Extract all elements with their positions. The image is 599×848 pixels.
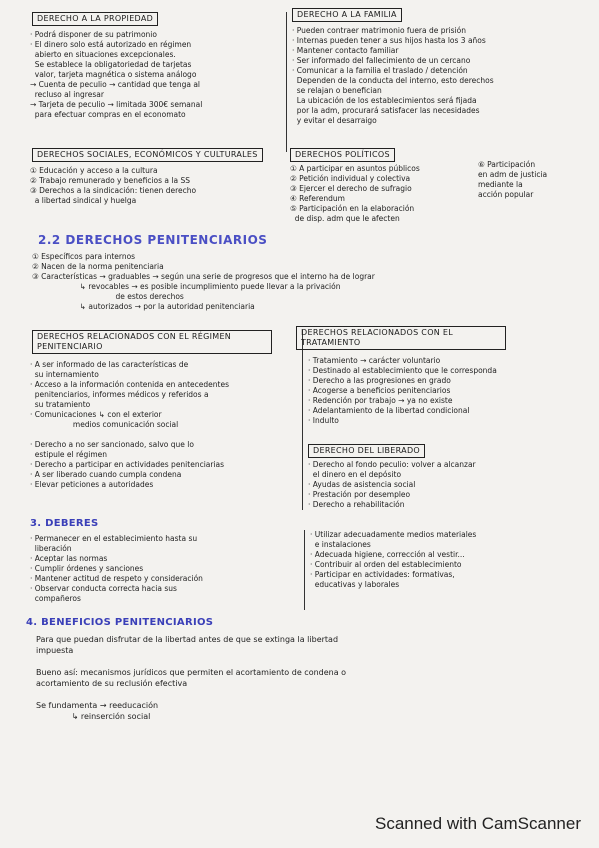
note-line: · Tratamiento → carácter voluntario (308, 356, 441, 365)
note-line: estipule el régimen (30, 450, 108, 459)
note-line: ① A participar en asuntos públicos (290, 164, 420, 173)
liberado-title: DERECHO DEL LIBERADO (308, 444, 425, 458)
note-line: · Ser informado del fallecimiento de un cercano (292, 56, 471, 65)
note-line: · Mantener actitud de respeto y consideración (30, 574, 203, 583)
note-line (36, 656, 346, 667)
note-line: · Indulto (308, 416, 339, 425)
deberes-left-list (30, 534, 203, 604)
note-line: acción popular (478, 190, 534, 199)
camscanner-footer: Scanned with CamScanner (374, 814, 581, 833)
note-line: ③ Derechos a la sindicación: tienen derecho (30, 186, 197, 195)
note-line: ③ Ejercer el derecho de sufragio (290, 184, 412, 193)
deberes-right-list (310, 530, 476, 590)
note-line: · Redención por trabajo → ya no existe (308, 396, 453, 405)
beneficios-heading: 4. BENEFICIOS PENITENCIARIOS (26, 617, 214, 628)
sociales-list (30, 166, 196, 206)
note-line: ↳ revocables → es posible incumplimiento puede llevar a la privación (32, 282, 341, 291)
note-line: · Adelantamiento de la libertad condicional (308, 406, 470, 415)
note-line: su tratamiento (30, 400, 91, 409)
note-line: · Participar en actividades: formativas, (310, 570, 455, 579)
note-line: educativas y laborales (310, 580, 400, 589)
note-line: ↳ reinserción social (36, 712, 151, 721)
regimen-list (30, 360, 229, 490)
note-line: → Cuenta de peculio → cantidad que tenga al (30, 80, 201, 89)
note-line: · Comunicaciones ↳ con el exterior (30, 410, 162, 419)
note-line: a libertad sindical y huelga (30, 196, 137, 205)
beneficios-list (36, 634, 346, 722)
note-line: ② Petición individual y colectiva (290, 174, 411, 183)
note-line: · Internas pueden tener a sus hijos hasta los 3 años (292, 36, 486, 45)
note-line: liberación (30, 544, 72, 553)
note-line: el dinero en el depósito (308, 470, 402, 479)
politicos-title: DERECHOS POLÍTICOS (290, 148, 395, 162)
note-line: recluso al ingresar (30, 90, 104, 99)
note-line: · Pueden contraer matrimonio fuera de prisión (292, 26, 467, 35)
column-divider-deberes (304, 530, 305, 610)
note-line: ④ Referendum (290, 194, 345, 203)
note-line: · Comunicar a la familia el traslado / detención (292, 66, 468, 75)
note-line: mediante la (478, 180, 523, 189)
note-line: ① Educación y acceso a la cultura (30, 166, 158, 175)
note-line: ② Trabajo remunerado y beneficios a la SS (30, 176, 190, 185)
tratamiento-list (308, 356, 497, 426)
note-line: su internamiento (30, 370, 99, 379)
note-line: ↳ autorizados → por la autoridad penitenciaria (32, 302, 255, 311)
note-line: impuesta (36, 646, 74, 655)
deberes-heading: 3. DEBERES (30, 518, 99, 529)
note-line: · Utilizar adecuadamente medios materiales (310, 530, 477, 539)
note-line (36, 689, 346, 700)
note-line: acortamiento de su reclusión efectiva (36, 679, 188, 688)
note-line: · Derecho a participar en actividades penitenciarias (30, 460, 225, 469)
note-line: por la adm, procurará satisfacer las necesidades (292, 106, 480, 115)
note-line: ② Nacen de la norma penitenciaria (32, 262, 164, 271)
note-line: · Adecuada higiene, corrección al vestir... (310, 550, 465, 559)
sociales-title: DERECHOS SOCIALES, ECONÓMICOS Y CULTURALES (32, 148, 263, 162)
note-line: · Contribuir al orden del establecimiento (310, 560, 462, 569)
column-divider-top (286, 12, 287, 152)
section-22-list (32, 252, 375, 312)
note-line: · Derecho a no ser sancionado, salvo que lo (30, 440, 194, 449)
note-line: · Podrá disponer de su patrimonio (30, 30, 157, 39)
note-line: · A ser informado de las características de (30, 360, 189, 369)
note-line: ⑥ Participación (478, 160, 536, 169)
note-line: se relajan o benefician (292, 86, 382, 95)
note-line: penitenciarios, informes médicos y referidos a (30, 390, 209, 399)
note-line (30, 430, 229, 440)
section-22-heading: 2.2 DERECHOS PENITENCIARIOS (38, 233, 268, 247)
note-line: · Aceptar las normas (30, 554, 108, 563)
note-line: de disp. adm que le afecten (290, 214, 400, 223)
note-line: · Destinado al establecimiento que le corresponda (308, 366, 497, 375)
note-line: medios comunicación social (30, 420, 179, 429)
note-line: · El dinero solo está autorizado en régimen (30, 40, 192, 49)
note-line: de estos derechos (32, 292, 184, 301)
note-line: valor, tarjeta magnética o sistema análogo (30, 70, 197, 79)
note-line: e instalaciones (310, 540, 371, 549)
note-line: · Observar conducta correcta hacia sus (30, 584, 177, 593)
note-line: para efectuar compras en el economato (30, 110, 186, 119)
note-line: ③ Características → graduables → según una serie de progresos que el interno ha de lograr (32, 272, 375, 281)
note-line: · Prestación por desempleo (308, 490, 411, 499)
note-line: · Elevar peticiones a autoridades (30, 480, 154, 489)
familia-list (292, 26, 494, 126)
propiedad-title: DERECHO A LA PROPIEDAD (32, 12, 158, 26)
note-line: → Tarjeta de peculio → limitada 300€ semanal (30, 100, 203, 109)
note-line: · Mantener contacto familiar (292, 46, 399, 55)
politicos-side (478, 160, 547, 200)
regimen-title: DERECHOS RELACIONADOS CON EL RÉGIMEN PENITENCIARIO (32, 330, 272, 354)
note-line: La ubicación de los establecimientos será fijada (292, 96, 477, 105)
note-line: · Cumplir órdenes y sanciones (30, 564, 144, 573)
note-line: Se establece la obligatoriedad de tarjetas (30, 60, 192, 69)
note-line: Se fundamenta → reeducación (36, 701, 159, 710)
note-line: abierto en situaciones excepcionales. (30, 50, 176, 59)
note-line: Bueno así: mecanismos jurídicos que permiten el acortamiento de condena o (36, 668, 347, 677)
note-line: en adm de justicia (478, 170, 548, 179)
note-line: · Acogerse a beneficios penitenciarios (308, 386, 451, 395)
note-line: Dependen de la conducta del interno, esto derechos (292, 76, 494, 85)
note-line: ① Específicos para internos (32, 252, 136, 261)
note-line: y evitar el desarraigo (292, 116, 377, 125)
note-line: · Permanecer en el establecimiento hasta su (30, 534, 198, 543)
note-line: · Derecho a las progresiones en grado (308, 376, 451, 385)
note-line: compañeros (30, 594, 81, 603)
propiedad-list (30, 30, 202, 120)
note-line: ⑤ Participación en la elaboración (290, 204, 415, 213)
note-line: · Derecho a rehabilitación (308, 500, 405, 509)
liberado-list (308, 460, 476, 510)
note-line: Para que puedan disfrutar de la libertad antes de que se extinga la libertad (36, 635, 339, 644)
note-line: · Acceso a la información contenida en antecedentes (30, 380, 229, 389)
note-line: · Derecho al fondo peculio: volver a alcanzar (308, 460, 476, 469)
note-line: · Ayudas de asistencia social (308, 480, 416, 489)
politicos-list (290, 164, 420, 224)
column-divider-mid (302, 330, 303, 510)
tratamiento-title: DERECHOS RELACIONADOS CON EL TRATAMIENTO (296, 326, 506, 350)
familia-title: DERECHO A LA FAMILIA (292, 8, 402, 22)
note-line: · A ser liberado cuando cumpla condena (30, 470, 182, 479)
